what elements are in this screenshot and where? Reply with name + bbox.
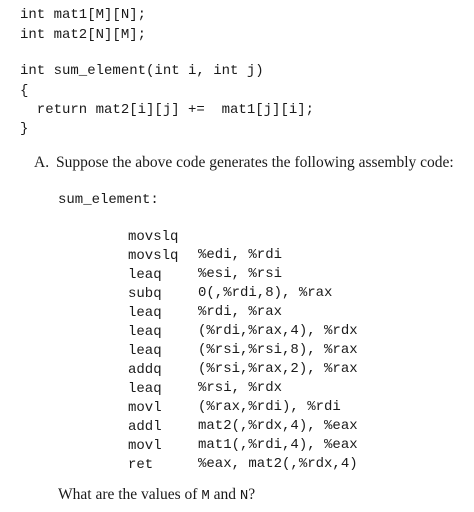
asm-operands: %esi, %rsi xyxy=(198,266,283,282)
asm-operands: (%rax,%rdi), %rdi xyxy=(198,399,341,415)
code-line: { xyxy=(20,83,29,99)
asm-operands: (%rsi,%rax,2), %rax xyxy=(198,361,358,377)
asm-opcode: movl xyxy=(128,438,162,454)
asm-operands: mat2(,%rdx,4), %eax xyxy=(198,418,358,434)
assembly-label: sum_element: xyxy=(58,192,159,208)
asm-operands: 0(,%rdi,8), %rax xyxy=(198,285,333,301)
asm-opcode: leaq xyxy=(128,381,162,397)
asm-opcode: movslq xyxy=(128,229,179,245)
code-line: int mat2[N][M]; xyxy=(20,27,147,43)
asm-operands: %rsi, %rdx xyxy=(198,380,283,396)
asm-opcode: subq xyxy=(128,286,162,302)
asm-opcode: movslq xyxy=(128,248,179,264)
asm-opcode: leaq xyxy=(128,305,162,321)
asm-operands: %eax, mat2(,%rdx,4) xyxy=(198,456,358,472)
final-question-prefix: What are the values of xyxy=(58,486,202,503)
final-question-middle: and xyxy=(209,486,240,503)
var-n: N xyxy=(239,488,249,504)
final-question-suffix: ? xyxy=(248,486,256,503)
asm-opcode: leaq xyxy=(128,343,162,359)
var-m: M xyxy=(201,488,210,504)
asm-opcode: movl xyxy=(128,400,162,416)
code-line: int mat1[M][N]; xyxy=(20,7,147,23)
asm-opcode: leaq xyxy=(128,324,162,340)
final-question xyxy=(58,486,255,504)
asm-opcode: ret xyxy=(128,457,154,473)
asm-operands: (%rsi,%rsi,8), %rax xyxy=(198,342,358,358)
code-line: } xyxy=(20,121,29,137)
asm-instruction xyxy=(0,286,474,339)
asm-opcode: leaq xyxy=(128,267,162,283)
question-a-text: Suppose the above code generates the following assembly code: xyxy=(56,154,454,171)
code-line: int sum_element(int i, int j) xyxy=(20,63,264,79)
asm-operands: (%rdi,%rax,4), %rdx xyxy=(198,323,358,339)
code-line: return mat2[i][j] += mat1[j][i]; xyxy=(20,102,315,118)
question-a-label: A. xyxy=(34,154,50,171)
asm-opcode: addq xyxy=(128,362,162,378)
asm-operands: mat1(,%rdi,4), %eax xyxy=(198,437,358,453)
asm-opcode: addl xyxy=(128,419,162,435)
asm-operands: %rdi, %rax xyxy=(198,304,283,320)
asm-operands: %edi, %rdi xyxy=(198,247,283,263)
asm-instruction xyxy=(0,210,474,263)
